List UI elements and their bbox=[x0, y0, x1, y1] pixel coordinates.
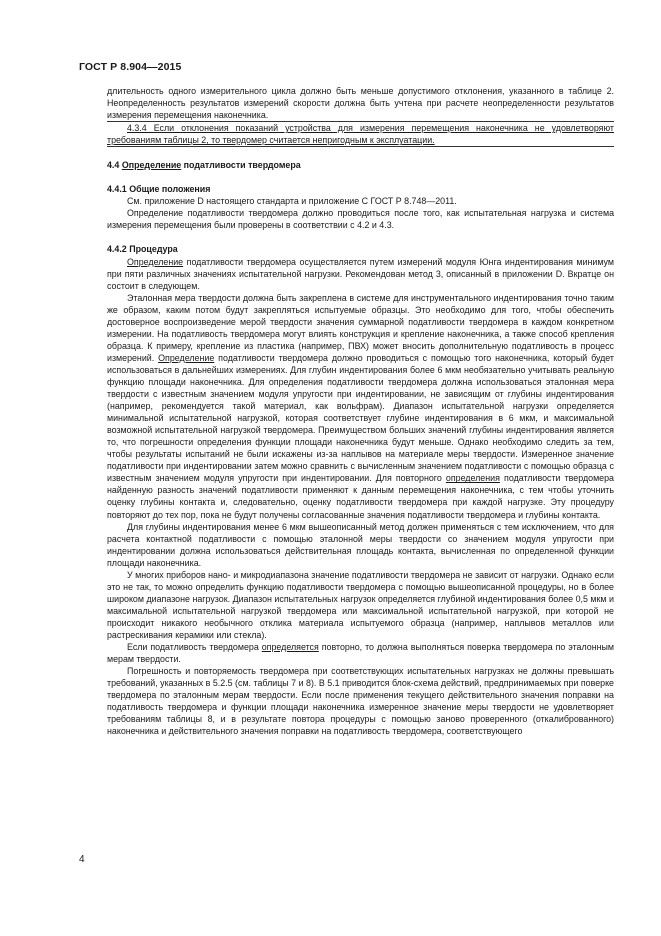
section-4-4-number: 4.4 bbox=[107, 160, 120, 171]
section-4-4-1-p2: Определение податливости твердомера должно проводиться после того, как испытательная нагрузка и система измерения перемещения были проверены в соответствии с 4.2 и 4.3. bbox=[107, 208, 614, 231]
section-4-4-2-p4: У многих приборов нано- и микродиапазона значение податливости твердомера не зависит от нагрузки. Однако если это не так, то можно определить функцию податливости твердомера с помощью вышеописанной процедуры, но в более широком диапазоне нагрузок. Диапазон испытательных нагрузок определяется глубиной индентирования более 0,5 мкм и максимальной испытательной нагрузкой твердомера или максимальной испытательной нагрузкой, при которой не происходит никакого необычного отклика материала испытуемого образца (например, наплывов металлов или растрескивания керамики или стекла). bbox=[107, 569, 614, 640]
page-header-standard-number: ГОСТ Р 8.904—2015 bbox=[79, 61, 182, 73]
p5-part-b: повторно, то должна выполняться поверка твердомера по эталонным мерам твердости. bbox=[107, 642, 614, 665]
section-4-4-rest: податливости твердомера bbox=[181, 160, 301, 171]
section-4-4-1-heading: 4.4.1 Общие положения bbox=[107, 184, 211, 195]
p5-part-a: Если податливость твердомера bbox=[127, 642, 262, 653]
p2-part-b: податливости твердомера должно проводиться с помощью того наконечника, который будет использоваться в дальнейших измерениях. Для глубин индентирования более 6 мкм необязательно учитывать реальную функцию площади наконечника. Для определения податливости твердомера должна использоваться эталонная мера твердости с известным значением модуля упругости при индентировании, не зависящим от глубины индентирования (например, рекомендуется такой материал, как вольфрам). Диапазон испытательной нагрузки определяется минимальной испытательной нагрузкой, которая соответствует глубине индентирования в 6 мкм, и максимальной возможной испытательной нагрузкой твердомера. Преимуществом больших значений глубины индентирования является то, что погрешности определения функции площади наконечника будут меньше. Однако необходимо следить за тем, чтобы результаты испытаний не были искажены из-за наплывов на материале меры твердости. Измеренное значение податливости при индентировании затем можно сравнить с вычисленным значением податливости с помощью образца с известным значением модуля упругости при индентировании. Для повторного bbox=[107, 352, 614, 484]
p2-part-c: податливости твердомера найденную разность значений податливости применяют к данным перемещения наконечника, с тем чтобы уточнить оценку глубины контакта и, следовательно, оценку податливости твердомера при каждой нагрузке. Эту процедуру повторяют до тех пор, пока не будут получены согласованные значения податливости твердомера и глубины контакта. bbox=[107, 473, 614, 520]
section-4-4-keyword: Определение bbox=[121, 160, 182, 171]
section-4-4-2-p2 bbox=[107, 292, 614, 521]
intro-paragraph: длительность одного измерительного цикла должно быть меньше допустимого отклонения, указанного в таблице 2. Неопределенность результатов измерений скорости должна быть учтена при расчете неопределенности результатов измерения перемещения наконечника. bbox=[107, 86, 614, 121]
section-4-4-2-heading: 4.4.2 Процедура bbox=[107, 244, 178, 255]
p2-part-a: Эталонная мера твердости должна быть закреплена в системе для инструментального индентирования точно таким же образом, каким потом будут закрепляться испытуемые образцы. Это необходимо для того, чтобы обеспечить достоверное воспроизведение мерой твердости значения суммарной податливости твердомера в каждом конкретном измерении. На податливость твердомера могут влиять конструкция и крепление наконечника, а также способ крепления образца. К примеру, крепление из пластика (например, ПВХ) может вносить дополнительную податливость в процесс измерений. bbox=[107, 292, 614, 363]
section-4-4-2-p1 bbox=[107, 256, 614, 292]
section-4-4-heading bbox=[107, 159, 614, 171]
p5-keyword: определяется bbox=[261, 642, 319, 653]
page-number: 4 bbox=[79, 854, 85, 865]
clause-4-3-4-text: 4.3.4 Если отклонения показаний устройства для измерения перемещения наконечника не удовлетворяют требованиям таблицы 2, то твердомер считается непригодным к эксплуатации. bbox=[107, 123, 614, 146]
section-4-4-2-p3: Для глубины индентирования менее 6 мкм вышеописанный метод должен применяться с тем исключением, что для расчета контактной податливости с помощью эталонной меры твердости со значением модуля упругости при индентировании должна использоваться действительная площадь контакта, вычисленная по определенной функции площади наконечника. bbox=[107, 521, 614, 568]
clause-4-3-4 bbox=[107, 121, 614, 147]
p1-keyword: Определение bbox=[127, 256, 184, 267]
section-4-4-2-p5 bbox=[107, 641, 614, 665]
section-4-4-2-p6: Погрешность и повторяемость твердомера при соответствующих испытательных нагрузках не должны превышать требований, указанных в 5.2.5 (см. таблицы 7 и 8). В 5.1 приводится блок-схема действий, предпринимаемых при поверке твердомера по эталонным мерам твердости. Если после применения текущего действительного значения поправки на податливость твердомера и функции площади наконечника измеренное значение меры твердости не удовлетворяет требованиям таблицы 8, и в результате повтора процедуры с помощью заново проверенного (откалиброванного) наконечника и действительного значения поправки на податливость твердомера, соответствующего bbox=[107, 666, 614, 737]
p2-keyword: Определение bbox=[158, 352, 215, 363]
section-4-4-1-p1: См. приложение D настоящего стандарта и приложение C ГОСТ Р 8.748—2011. bbox=[127, 196, 457, 207]
p1-rest: податливости твердомера осуществляется путем измерений модуля Юнга индентирования минимум при пяти различных значениях испытательной нагрузки. Рекомендован метод 3, описанный в приложении D. Вкратце он состоит в следующем. bbox=[107, 256, 614, 291]
p2-keyword-2: определения bbox=[445, 473, 500, 484]
page-body bbox=[107, 85, 614, 737]
